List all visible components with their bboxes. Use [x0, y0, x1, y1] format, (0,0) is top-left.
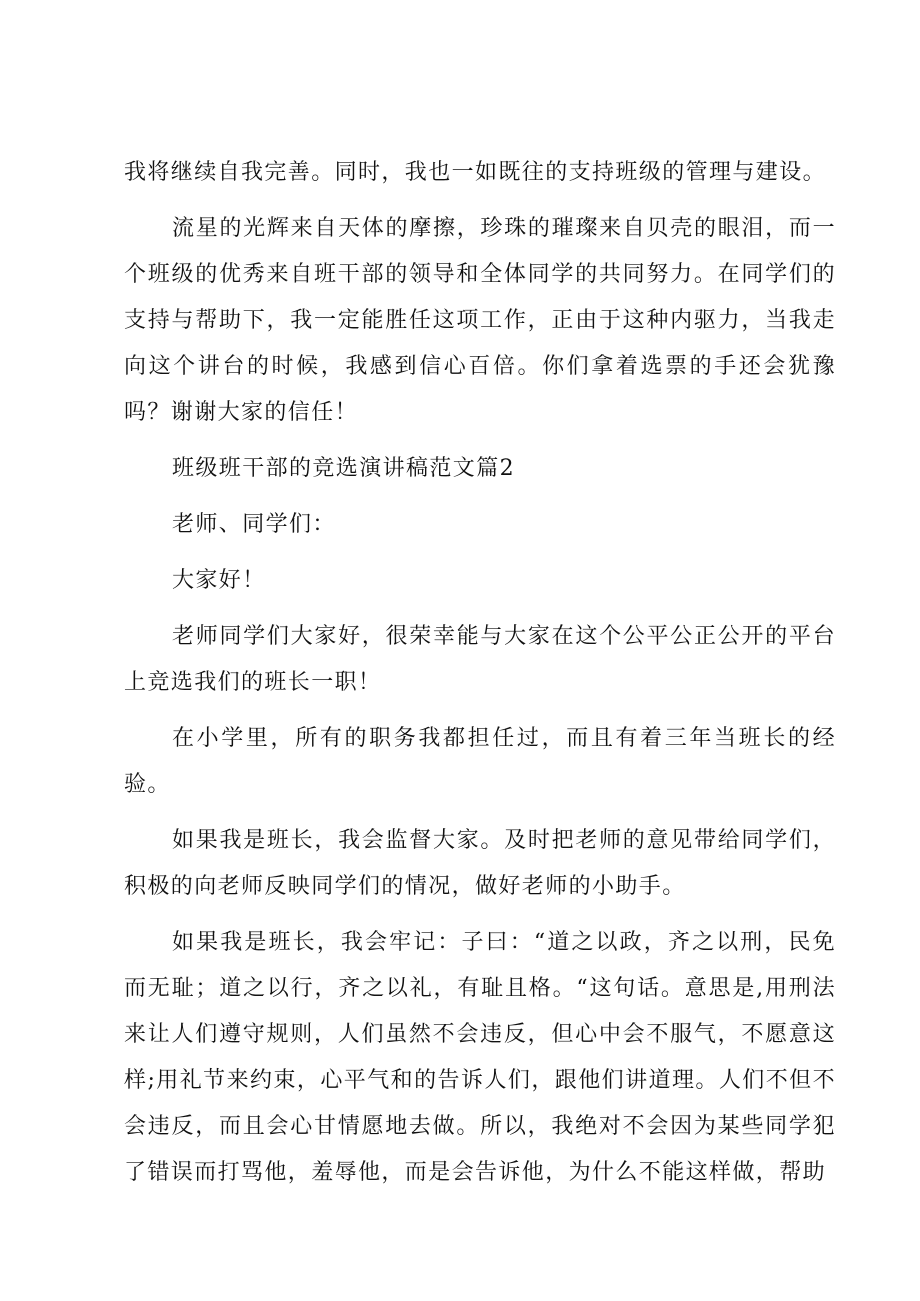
greeting: 大家好！: [172, 568, 266, 593]
paragraph-confucius: 如果我是班长，我会牢记：子曰：“道之以政，齐之以刑，民免而无耻；道之以行，齐之以礼，有耻且格。“这句话。意思是,用刑法来让人们遵守规则，人们虽然不会违反，但心中会不服气，不愿意这样;用礼节来约束，心平气和的告诉人们，跟他们讲道理。人们不但不会违反，而且会心甘情愿地去做。所以，我绝对不会因为某些同学犯了错误而打骂他，羞辱他，而是会告诉他，为什么不能这样做，帮助: [124, 930, 836, 1185]
paragraph-continuation: 我将继续自我完善。同时，我也一如既往的支持班级的管理与建设。: [124, 160, 827, 185]
paragraph-experience: 在小学里，所有的职务我都担任过，而且有着三年当班长的经验。: [124, 726, 836, 797]
section-heading: 班级班干部的竞选演讲稿范文篇2: [172, 456, 515, 481]
document-body: [124, 150, 836, 1206]
paragraph-meteor-metaphor: 流星的光辉来自天体的摩擦，珍珠的璀璨来自贝壳的眼泪，而一个班级的优秀来自班干部的领导和全体同学的共同努力。在同学们的支持与帮助下，我一定能胜任这项工作，正由于这种内驱力，当我走向这个讲台的时候，我感到信心百倍。你们拿着选票的手还会犹豫吗？谢谢大家的信任！: [124, 216, 836, 425]
paragraph-intro: 老师同学们大家好，很荣幸能与大家在这个公平公正公开的平台上竞选我们的班长一职！: [124, 624, 836, 695]
paragraph-supervise: 如果我是班长，我会监督大家。及时把老师的意见带给同学们，积极的向老师反映同学们的情况，做好老师的小助手。: [124, 828, 836, 899]
salutation: 老师、同学们：: [172, 512, 336, 537]
